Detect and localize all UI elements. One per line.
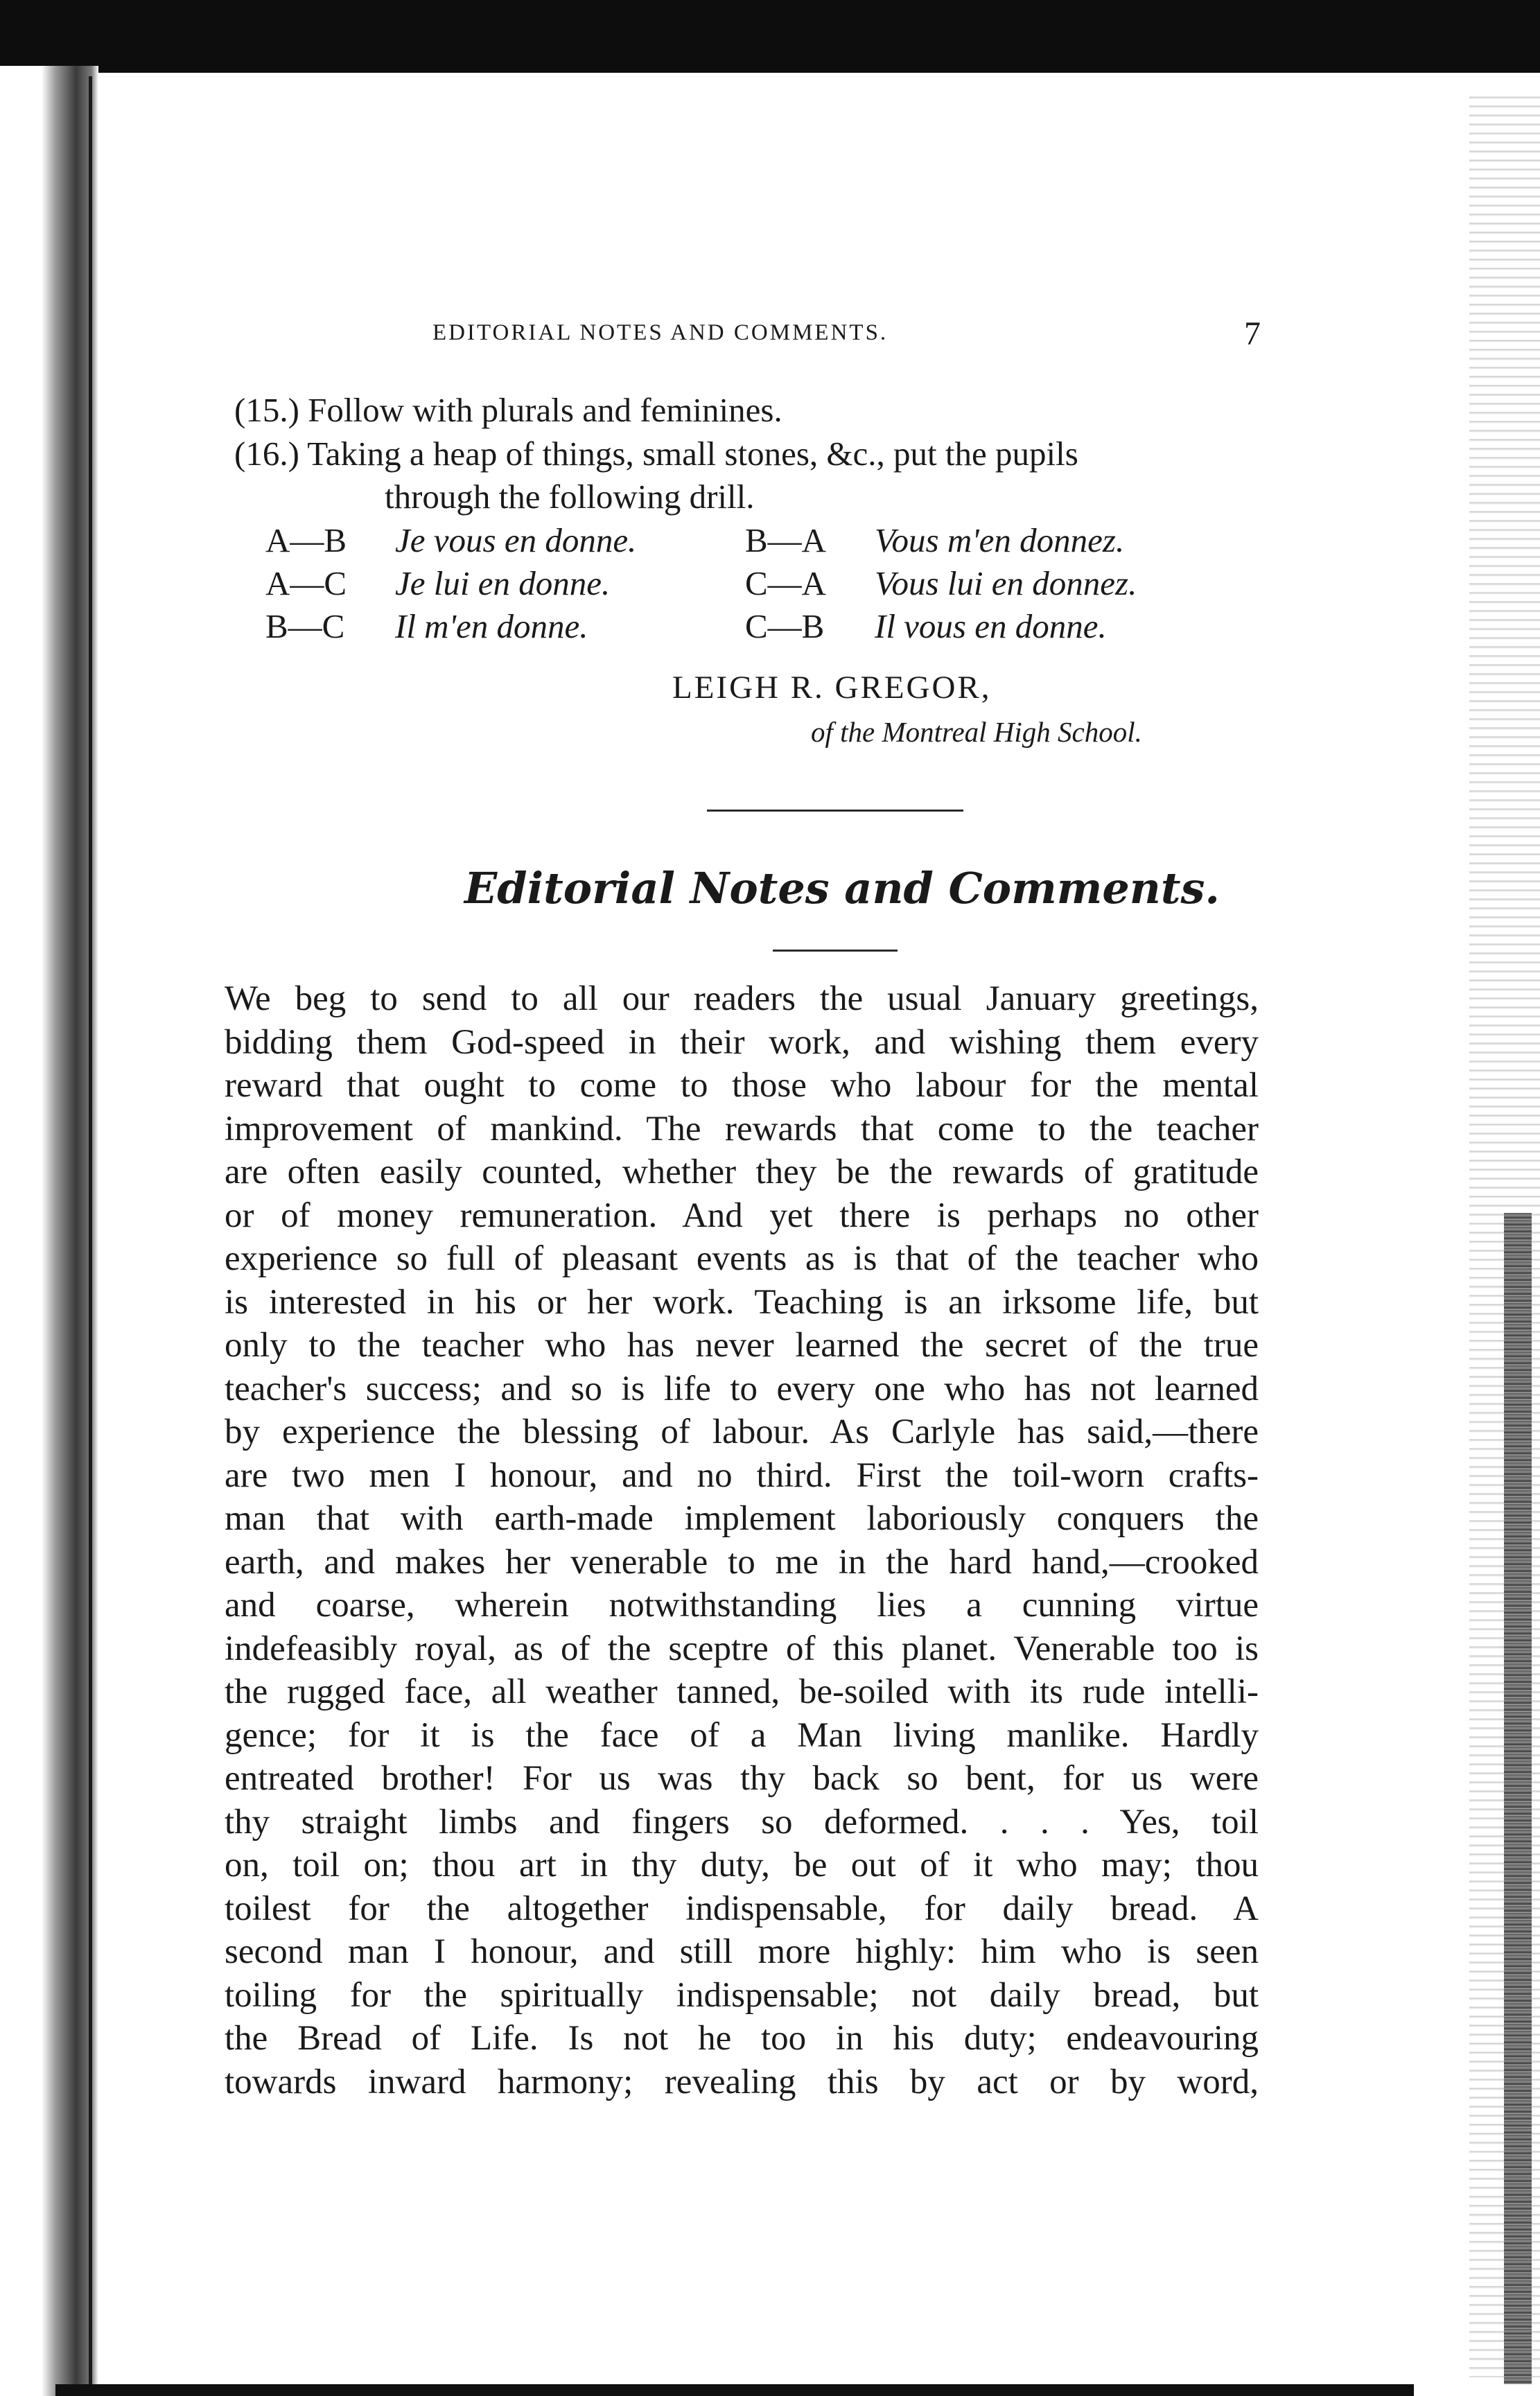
drill-phrase: Vous lui en donnez. [875,564,1137,602]
body-line: the Bread of Life. Is not he too in his duty; endeavouring [225,2019,1259,2058]
body-line: improvement of mankind. The rewards that come to the teacher [225,1109,1259,1148]
body-line: on, toil on; thou art in thy duty, be out of it who may; thou [225,1846,1259,1885]
body-line: the rugged face, all weather tanned, be-soiled with its rude intelli- [225,1672,1259,1711]
body-line: indefeasibly royal, as of the sceptre of this planet. Venerable too is [225,1629,1259,1668]
section-title: Editorial Notes and Comments. [464,863,1220,913]
body-line: second man I honour, and still more highly: him who is seen [225,1932,1259,1971]
body-line: toiling for the spiritually indispensable; not daily bread, but [225,1975,1259,2015]
body-line: are often easily counted, whether they be the rewards of gratitude [225,1153,1259,1191]
section-divider [707,810,963,812]
drill-phrase: Il vous en donne. [875,607,1107,645]
body-line: We beg to send to all our readers the usual January greetings, [225,979,1259,1018]
instruction-16-cont: through the following drill. [385,478,755,516]
body-line: bidding them God-speed in their work, and wishing them every [225,1022,1259,1062]
drill-phrase: Vous m'en donnez. [875,521,1125,559]
drill-pair: C—B [745,607,825,645]
body-line: gence; for it is the face of a Man living manlike. Hardly [225,1715,1259,1755]
body-line: thy straight limbs and fingers so deformed. . . . Yes, toil [225,1802,1259,1842]
instruction-15: (15.) Follow with plurals and feminines. [234,391,782,429]
body-line: by experience the blessing of labour. As Carlyle has said,—there [225,1413,1259,1451]
body-line: only to the teacher who has never learned the secret of the true [225,1326,1259,1365]
drill-phrase: Il m'en donne. [395,607,588,645]
page-number: 7 [1244,315,1261,352]
body-line: toilest for the altogether indispensable, for daily bread. A [225,1889,1259,1928]
editorial-body [225,977,1259,2104]
body-line: reward that ought to come to those who labour for the mental [225,1066,1259,1105]
instruction-16: (16.) Taking a heap of things, small stones, &c., put the pupils [234,435,1078,473]
body-line: experience so full of pleasant events as is that of the teacher who [225,1239,1259,1278]
drill-pair: B—A [745,521,827,559]
signature-affiliation: of the Montreal High School. [811,716,1142,748]
body-line: or of money remuneration. And yet there is perhaps no other [225,1196,1259,1235]
drill-phrase: Je lui en donne. [395,564,611,602]
running-head-title: EDITORIAL NOTES AND COMMENTS. [432,320,889,345]
drill-phrase: Je vous en donne. [395,521,637,559]
drill-pair: A—B [265,521,347,559]
running-head [432,315,1261,362]
body-line: are two men I honour, and no third. First the toil-worn crafts- [225,1455,1259,1495]
signature-name: LEIGH R. GREGOR, [672,670,992,706]
body-line: is interested in his or her work. Teaching is an irksome life, but [225,1282,1259,1322]
drill-pair: C—A [745,564,827,602]
drill-pair: B—C [265,607,345,645]
body-line: entreated brother! For us was thy back so bent, for us were [225,1759,1259,1798]
body-line: earth, and makes her venerable to me in the hard hand,—crooked [225,1542,1259,1582]
body-line: man that with earth-made implement laboriously conquers the [225,1499,1259,1538]
body-line: towards inward harmony; revealing this by act or by word, [225,2062,1259,2101]
body-line: teacher's success; and so is life to every one who has not learned [225,1369,1259,1408]
title-underline [773,950,898,952]
drill-pair: A—C [265,564,347,602]
body-line: and coarse, wherein notwithstanding lies a cunning virtue [225,1586,1259,1625]
